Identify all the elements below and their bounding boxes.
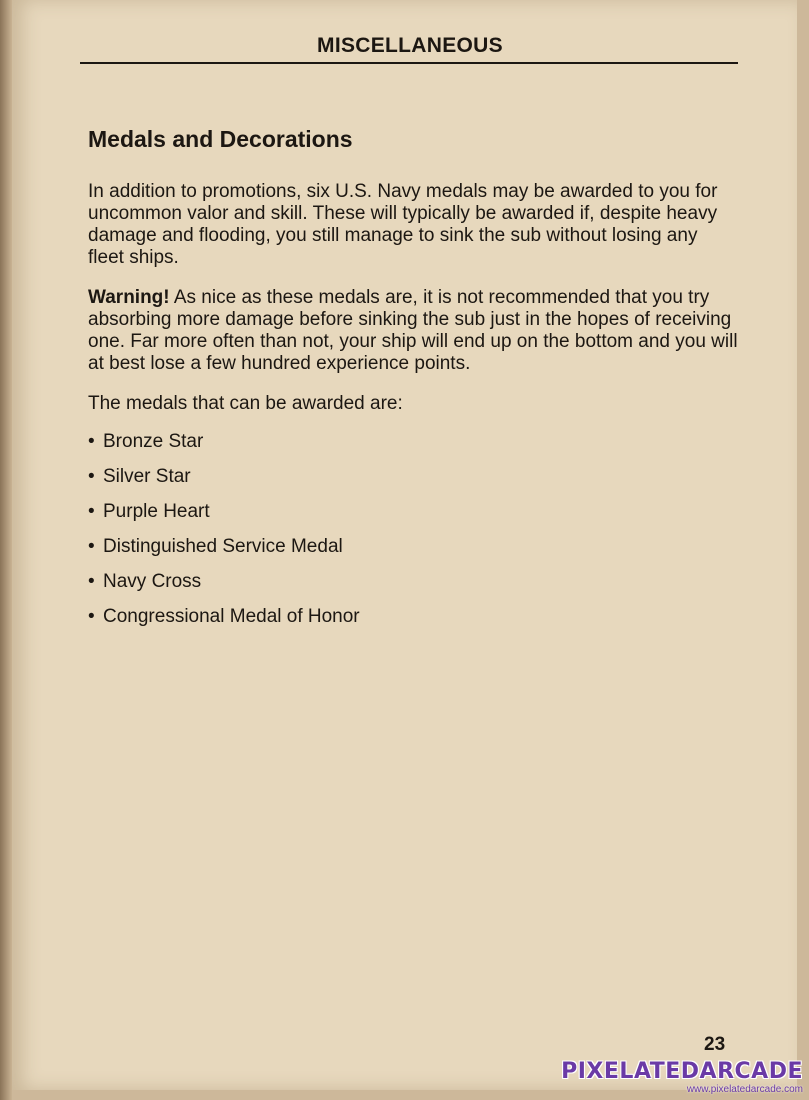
page-content xyxy=(88,126,738,641)
intro-paragraph: In addition to promotions, six U.S. Navy medals may be awarded to you for uncommon valor and skill. These will typically be awarded if, despite heavy damage and flooding, you still manage to sink the sub without losing any fleet ships. xyxy=(88,181,718,268)
bullet-icon: • xyxy=(88,466,95,487)
watermark-brand: PIXELATEDARCADE xyxy=(561,1059,803,1084)
warning-text: As nice as these medals are, it is not recommended that you try absorbing more damage before sinking the sub just in the hopes of receiving one. Far more often than not, your ship will end up on the bottom and you will at best lose a few hundred experience points. xyxy=(88,287,738,374)
header-rule xyxy=(80,62,738,64)
medal-name: Navy Cross xyxy=(103,571,202,592)
section-title: Medals and Decorations xyxy=(88,126,353,152)
list-item xyxy=(88,571,738,593)
bullet-icon: • xyxy=(88,571,95,592)
list-item xyxy=(88,466,738,488)
page-binding-edge xyxy=(0,0,12,1100)
medal-list xyxy=(88,431,738,628)
bullet-icon: • xyxy=(88,431,95,452)
page-header: MISCELLANEOUS xyxy=(317,34,503,57)
list-item xyxy=(88,501,738,523)
warning-label: Warning! xyxy=(88,287,170,308)
warning-paragraph xyxy=(88,287,738,375)
bullet-icon: • xyxy=(88,536,95,557)
list-item xyxy=(88,606,738,628)
watermark-url: www.pixelatedarcade.com xyxy=(686,1084,803,1095)
manual-page xyxy=(12,0,797,1090)
list-item xyxy=(88,536,738,558)
medal-name: Congressional Medal of Honor xyxy=(103,606,360,627)
list-item xyxy=(88,431,738,453)
medal-name: Purple Heart xyxy=(103,501,210,522)
medals-lead: The medals that can be awarded are: xyxy=(88,393,403,414)
page-number: 23 xyxy=(704,1034,726,1055)
medal-name: Distinguished Service Medal xyxy=(103,536,343,557)
watermark xyxy=(561,1060,803,1095)
bullet-icon: • xyxy=(88,606,95,627)
medal-name: Silver Star xyxy=(103,466,191,487)
bullet-icon: • xyxy=(88,501,95,522)
medal-name: Bronze Star xyxy=(103,431,204,452)
